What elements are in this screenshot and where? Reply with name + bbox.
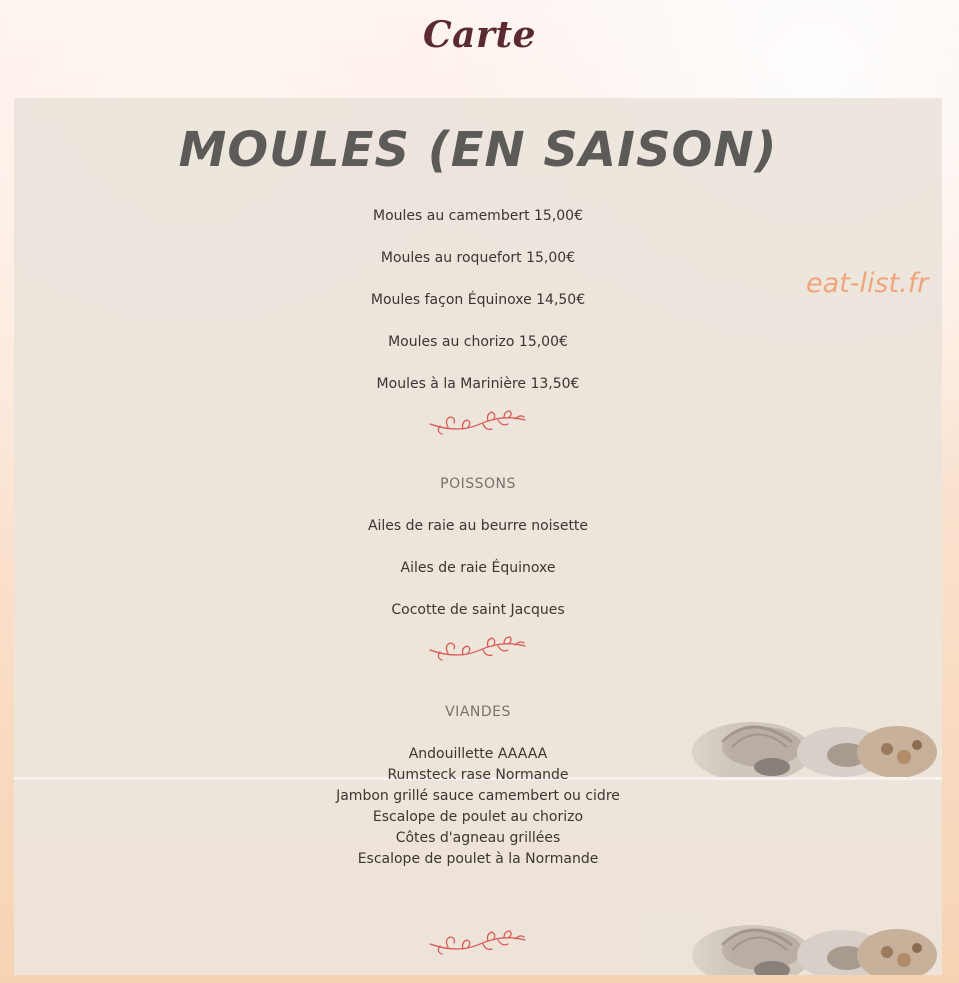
menu-item: Escalope de poulet au chorizo <box>372 809 584 825</box>
menu-item: Ailes de raie au beurre noisette <box>367 518 589 534</box>
menu-item: Moules à la Marinière 13,50€ <box>376 376 580 392</box>
section-title-viandes: VIANDES <box>445 704 511 720</box>
watermark: eat-list.fr <box>806 268 929 299</box>
menu-item: Côtes d'agneau grillées <box>395 830 561 846</box>
menu-item: Ailes de raie Équinoxe <box>400 560 556 576</box>
menu-item: Jambon grillé sauce camembert ou cidre <box>336 788 620 804</box>
menu-item: Moules façon Équinoxe 14,50€ <box>370 292 586 308</box>
menu-item: Andouillette AAAAA <box>408 746 548 762</box>
menu-item: Moules au roquefort 15,00€ <box>380 250 576 266</box>
leaf-branch-icon <box>428 408 528 438</box>
section-title-poissons: POISSONS <box>440 476 516 492</box>
menu-item: Rumsteck rase Normande <box>387 767 569 783</box>
menu-item: Escalope de poulet à la Normande <box>357 851 599 867</box>
page-title: Carte <box>423 14 536 56</box>
leaf-branch-icon <box>428 634 528 664</box>
menu-item: Moules au chorizo 15,00€ <box>388 334 568 350</box>
shellfish-photo <box>642 910 942 975</box>
leaf-branch-icon <box>428 928 528 958</box>
menu-item: Cocotte de saint Jacques <box>391 602 565 618</box>
menu-item: Moules au camembert 15,00€ <box>372 208 583 224</box>
section-title-moules: MOULES (EN SAISON) <box>178 122 778 178</box>
